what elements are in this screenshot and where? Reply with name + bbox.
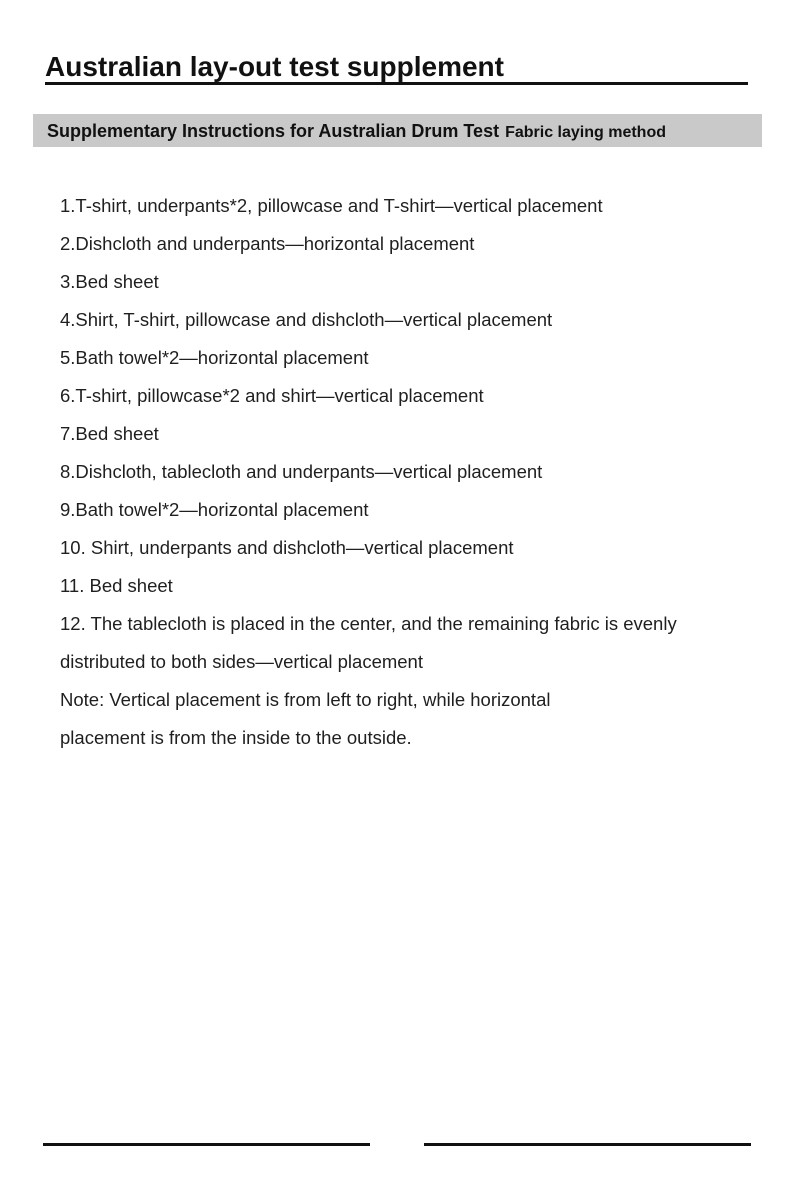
section-subheading: Fabric laying method xyxy=(505,124,666,141)
note-line: placement is from the inside to the outside. xyxy=(60,727,412,748)
instruction-step: 12. The tablecloth is placed in the center, and the remaining fabric is evenly xyxy=(60,613,677,634)
instruction-step: 1.T-shirt, underpants*2, pillowcase and T-shirt—vertical placement xyxy=(60,195,603,216)
instruction-step: 8.Dishcloth, tablecloth and underpants—vertical placement xyxy=(60,461,543,482)
instruction-step: 6.T-shirt, pillowcase*2 and shirt—vertical placement xyxy=(60,385,484,406)
instruction-step: 2.Dishcloth and underpants—horizontal placement xyxy=(60,233,475,254)
footer-rule-right xyxy=(424,1143,751,1146)
section-heading xyxy=(47,121,666,143)
title-underline xyxy=(45,82,748,85)
footer-rule-left xyxy=(43,1143,370,1146)
instruction-step-continuation: distributed to both sides—vertical placement xyxy=(60,651,423,672)
instruction-step: 9.Bath towel*2—horizontal placement xyxy=(60,499,369,520)
instruction-step: 10. Shirt, underpants and dishcloth—vertical placement xyxy=(60,537,514,558)
instruction-step: 11. Bed sheet xyxy=(60,575,173,596)
section-heading-text: Supplementary Instructions for Australian Drum Test xyxy=(47,121,500,141)
page-title: Australian lay-out test supplement xyxy=(45,51,504,82)
instruction-step: 4.Shirt, T-shirt, pillowcase and dishcloth—vertical placement xyxy=(60,309,553,330)
instruction-step: 5.Bath towel*2—horizontal placement xyxy=(60,347,369,368)
instruction-step: 3.Bed sheet xyxy=(60,271,159,292)
instruction-list xyxy=(60,187,750,757)
instruction-step: 7.Bed sheet xyxy=(60,423,159,444)
note-line: Note: Vertical placement is from left to right, while horizontal xyxy=(60,689,551,710)
